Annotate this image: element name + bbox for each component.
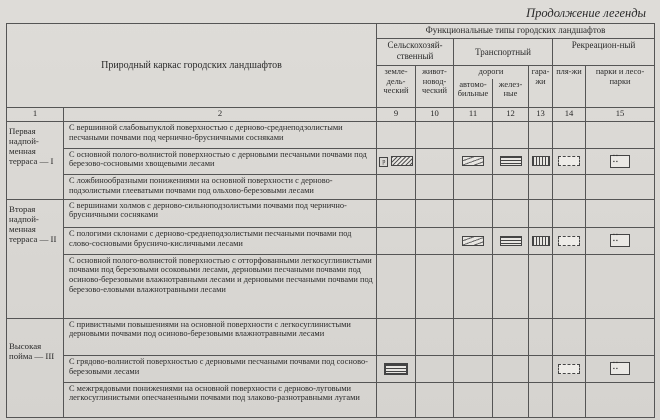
row-desc: С межгрядовыми понижениями на основной поверхности с дерново-луговыми легкосуглинистыми опесчаненными почвами под злаково-разнотравными лугами [64,382,377,417]
colnum-11: 11 [454,107,493,121]
colnum-12: 12 [493,107,529,121]
terrace-1-label: Первая надпой-менная терраса — I [7,122,64,200]
colnum-10: 10 [416,107,454,121]
col-parks: парки и лесо-парки [586,65,655,107]
auto-road-symbol [462,156,484,166]
park-symbol [610,234,630,247]
header-recreation: Рекреацион-ный [553,39,655,65]
row-desc: С привистными повышениями на основной поверхности с легкосуглинистыми дерновыми почвами под осиново-березовыми влажнотравными лесами [64,318,377,355]
colnum-1: 1 [7,107,64,121]
rail-symbol [500,236,522,246]
row-desc: С основной полого-волнистой поверхностью с отторфованными легкосуглинистыми почвами под березовыми осоковыми лесами, дерновыми песчаными почвами под осиново-березовыми влажнотравными лесами и дерновыми песчаными почвами под березово-еловыми влажнотравными лесами [64,254,377,318]
terrace-2-label: Вторая надпой-менная терраса — II [7,199,64,318]
col-beaches: пля-жи [553,65,586,107]
header-functional: Функциональные типы городских ландшафтов [377,24,655,39]
beach-symbol [558,364,580,374]
colnum-14: 14 [553,107,586,121]
col-arable: земле-дель-ческий [377,65,416,107]
row-desc: С грядово-волнистой поверхностью с дерновыми песчаными почвами под сосново-березовыми лесами [64,356,377,382]
header-framework: Природный каркас городских ландшафтов [7,24,377,108]
colnum-2: 2 [64,107,377,121]
row-desc: С пологими склонами с дерново-среднеподзолистыми песчаными почвами под слово-сосновыми брусничо-кисличными лесами [64,228,377,254]
colnum-9: 9 [377,107,416,121]
beach-symbol [558,236,580,246]
park-symbol [610,155,630,168]
col-livestock: живот-новод-ческий [416,65,454,107]
garage-symbol [532,236,550,246]
colnum-15: 15 [586,107,655,121]
row-desc: С ложбинообразными понижениями на основной поверхности с дерново-подзолистыми глееватыми почвами под ольхово-березовыми лесами [64,175,377,200]
header-agri: Сельскохозяй-ственный [377,39,454,65]
terrace-3-label: Высокая пойма — III [7,318,64,417]
col-auto-roads: автомо-бильные [454,79,493,108]
row-desc: С основной полого-волнистой поверхностью с дерновыми песчаными почвами под березово-сосновыми хвощевыми лесами [64,148,377,174]
park-symbol [610,362,630,375]
header-roads: дороги [454,65,529,78]
col-garages: гара-жи [529,65,553,107]
garage-symbol [532,156,550,166]
legend-table [6,23,655,418]
colnum-13: 13 [529,107,553,121]
rail-symbol [500,156,522,166]
row-desc: С вершинами холмов с дерново-сильноподзолистыми почвами под чернично-брусничными сосняками [64,199,377,228]
row-desc: С вершинной слабовыпуклой поверхностью с дерново-среднеподзолистыми песчаными почвами под чернично-брусничными сосняками [64,122,377,148]
col-rail-roads: желез-ные [493,79,529,108]
beach-symbol [558,156,580,166]
auto-road-symbol [462,236,484,246]
continuation-title: Продолжение легенды [526,6,646,20]
header-transport: Транспортный [454,39,553,65]
p-symbol: p [379,157,388,167]
arable-symbol [384,363,408,375]
arable-symbol [391,156,413,166]
